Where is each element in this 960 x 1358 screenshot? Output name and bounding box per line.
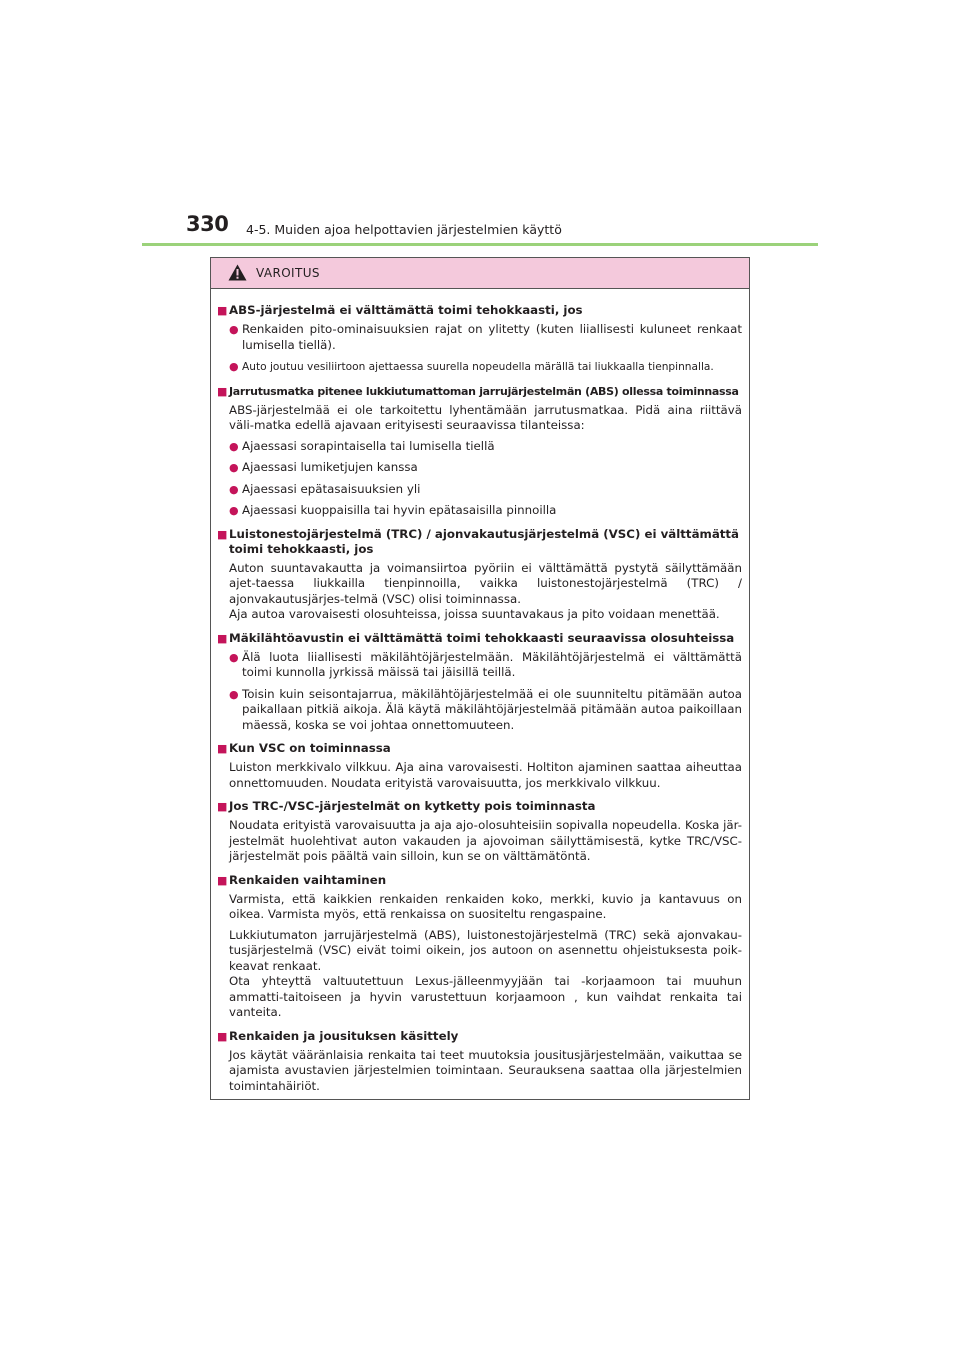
warning-item	[217, 384, 742, 519]
warning-item	[217, 1029, 742, 1095]
warning-bullet	[229, 687, 742, 734]
warning-bullet	[229, 439, 742, 455]
warning-item	[217, 799, 742, 865]
warning-bullet-text: Ajaessasi kuoppaisilla tai hyvin epätasaisilla pinnoilla	[242, 503, 557, 517]
warning-body	[211, 289, 749, 1094]
round-bullet-icon: ●	[229, 687, 239, 701]
round-bullet-icon: ●	[229, 650, 239, 664]
warning-label: VAROITUS	[256, 266, 320, 280]
warning-box	[210, 257, 750, 1100]
warning-item-heading	[217, 303, 742, 318]
warning-item-heading-text: Jos TRC-/VSC-järjestelmät on kytketty pois toiminnasta	[229, 799, 596, 813]
warning-bullet	[229, 359, 742, 376]
square-bullet-icon: ■	[217, 742, 228, 755]
warning-triangle-icon	[228, 264, 247, 281]
warning-bullet	[229, 503, 742, 519]
warning-item-paragraph: Noudata erityistä varovaisuutta ja aja ajo-olosuhteisiin sopivalla nopeudella. Koska jär-jestelmät huolehtivat auton vakauden ja ajovoiman säilyttämisestä, kytke TRC/VSC-järjestelmät pois päältä vain silloin, kun se on välttämätöntä.	[229, 818, 742, 863]
header-divider	[142, 243, 818, 246]
warning-item-heading	[217, 741, 742, 756]
warning-item-heading	[217, 384, 742, 399]
warning-bullet	[229, 482, 742, 498]
square-bullet-icon: ■	[217, 873, 228, 887]
warning-item	[217, 741, 742, 791]
warning-item-heading-text: Kun VSC on toiminnassa	[229, 741, 391, 755]
warning-item	[217, 631, 742, 734]
warning-bullet	[229, 322, 742, 353]
warning-item-paragraph: Auton suuntavakautta ja voimansiirtoa pyöriin ei välttämättä pystytä säilyttämään ajet-taessa liukkailla tienpinnoilla, vaikka luistonestojärjestelmä (TRC) / ajonvakautusjärjes-telmä (VSC) olisi toiminnassa. Aja autoa varovaisesti olosuhteissa, joissa suuntavakaus ja pito voidaan menettää.	[229, 560, 742, 621]
section-title: 4-5. Muiden ajoa helpottavien järjestelmien käyttö	[246, 222, 562, 237]
warning-bullet-text: Ajaessasi lumiketjujen kanssa	[242, 460, 418, 474]
square-bullet-icon: ■	[217, 1029, 228, 1043]
warning-item-heading-text: Mäkilähtöavustin ei välttämättä toimi tehokkaasti seuraavissa olosuhteissa	[229, 630, 735, 645]
warning-item-heading-text: Jarrutusmatka pitenee lukkiutumattoman jarrujärjestelmän (ABS) ollessa toiminnassa	[229, 384, 739, 398]
warning-item	[217, 873, 742, 1021]
round-bullet-icon: ●	[229, 439, 239, 453]
square-bullet-icon: ■	[217, 631, 228, 645]
warning-item-heading	[217, 799, 742, 814]
warning-bullet-text: Älä luota liiallisesti mäkilähtöjärjestelmään. Mäkilähtöjärjestelmä ei välttämättä toimi kunnolla jyrkissä mäissä tai jäisillä teillä.	[242, 649, 742, 679]
square-bullet-icon: ■	[217, 384, 228, 398]
warning-item-heading	[217, 527, 742, 557]
warning-bullet-text: Ajaessasi epätasaisuuksien yli	[242, 481, 421, 496]
warning-item-heading	[217, 1029, 742, 1044]
warning-item-heading	[217, 873, 742, 888]
square-bullet-icon: ■	[217, 527, 228, 541]
warning-item	[217, 527, 742, 623]
square-bullet-icon: ■	[217, 304, 228, 317]
warning-header	[211, 258, 749, 289]
warning-item-paragraph: ABS-järjestelmää ei ole tarkoitettu lyhentämään jarrutusmatkaa. Pidä aina riittävä väli-matka edellä ajavaan erityisesti seuraavissa tilanteissa:	[229, 402, 742, 432]
warning-bullet	[229, 460, 742, 476]
warning-item-heading-text: Luistonestojärjestelmä (TRC) / ajonvakautusjärjestelmä (VSC) ei välttämättä toimi tehokkaasti, jos	[229, 526, 740, 556]
warning-item-paragraph: Jos käytät vääränlaisia renkaita tai teet muutoksia jousitusjärjestelmään, vaikuttaa se ajamista avustavien järjestelmien toimintaan. Seurauksena saattaa olla järjestelmien toimintahäiriöt.	[229, 1047, 742, 1093]
round-bullet-icon: ●	[229, 504, 239, 517]
warning-item-paragraph: Luiston merkkivalo vilkkuu. Aja aina varovaisesti. Holtiton ajaminen saattaa aiheuttaa onnettomuuden. Noudata erityistä varovaisuutta, jos merkkivalo vilkkuu.	[229, 760, 742, 790]
warning-bullet	[229, 650, 742, 681]
warning-item-heading	[217, 631, 742, 646]
square-bullet-icon: ■	[217, 800, 228, 813]
page-number: 330	[186, 212, 229, 236]
warning-item-heading-text: Renkaiden vaihtaminen	[229, 872, 387, 887]
warning-bullet-text: Auto joutuu vesiliirtoon ajettaessa suurella nopeudella märällä tai liukkaalla tienpinnalla.	[242, 361, 714, 373]
round-bullet-icon: ●	[229, 461, 239, 474]
warning-item-paragraph: Varmista, että kaikkien renkaiden renkaiden koko, merkki, kuvio ja kantavuus on oikea. Varmista myös, että renkaissa on suositeltu rengaspaine.	[229, 891, 742, 921]
warning-item-heading-text: Renkaiden ja jousituksen käsittely	[229, 1028, 459, 1043]
warning-bullet-text: Ajaessasi sorapintaisella tai lumisella tiellä	[242, 438, 495, 453]
round-bullet-icon: ●	[229, 482, 239, 496]
warning-bullet-text: Toisin kuin seisontajarrua, mäkilähtöjärjestelmää ei ole suunniteltu pitämään autoa paikallaan pitkiä aikoja. Älä käytä mäkilähtöjärjestelmää pitämään autoa paikoillaan mäessä, koska se voi johtaa onnettomuuteen.	[242, 686, 742, 732]
warning-item-paragraph: Lukkiutumaton jarrujärjestelmä (ABS), luistonestojärjestelmä (TRC) sekä ajonvakau-tusjärjestelmä (VSC) eivät toimi oikein, jos autoon on asennettu ohjeistuksesta poik-keavat renkaat. Ota yhteyttä valtuutettuun Lexus-jälleenmyyjään tai -korjaamoon tai muuhun ammatti-taitoiseen ja hyvin varustettuun korjaamoon , kun vaihdat renkaita tai vanteita.	[229, 927, 742, 1019]
warning-item-heading-text: ABS-järjestelmä ei välttämättä toimi tehokkaasti, jos	[229, 303, 583, 317]
warning-bullet-text: Renkaiden pito-ominaisuuksien rajat on ylitetty (kuten liiallisesti kuluneet renkaat lumisella tiellä).	[242, 322, 742, 352]
round-bullet-icon: ●	[229, 360, 239, 373]
warning-item	[217, 303, 742, 376]
round-bullet-icon: ●	[229, 323, 239, 336]
